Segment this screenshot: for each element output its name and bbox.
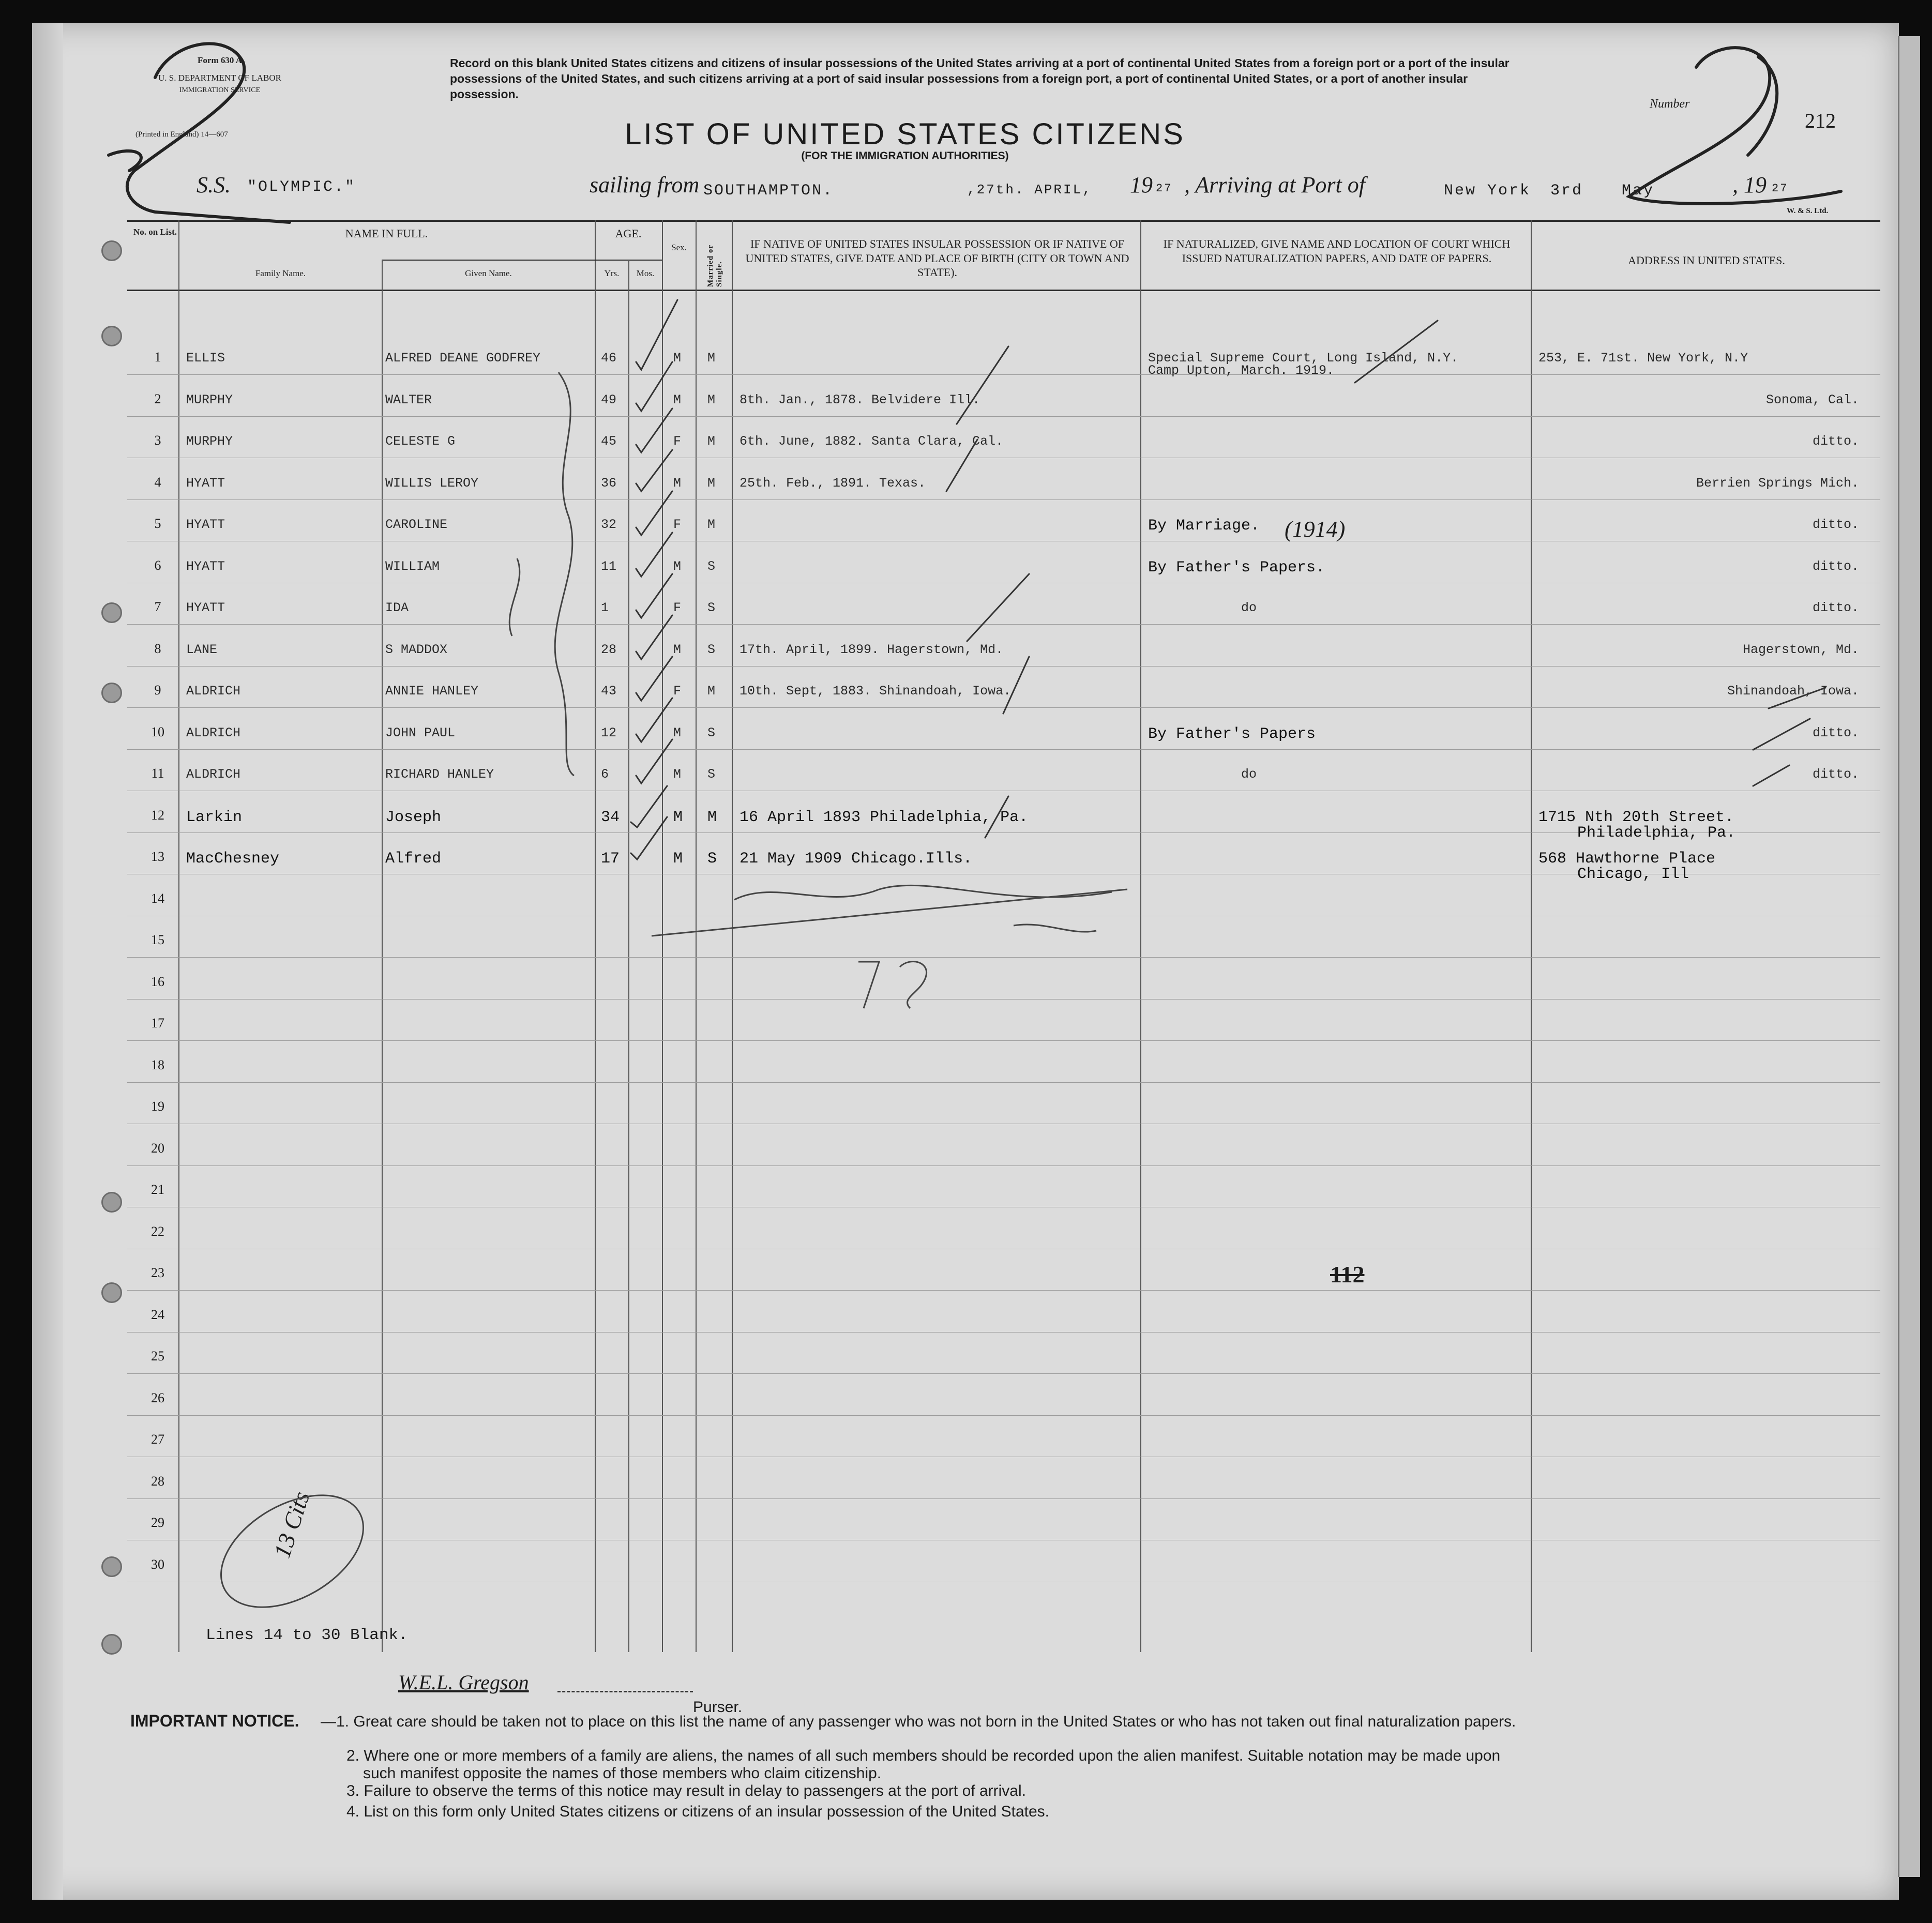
binding-hole bbox=[101, 240, 122, 261]
row-sex-cell: M bbox=[673, 642, 682, 657]
row-ms-cell: M bbox=[707, 684, 716, 699]
page-title: LIST OF UNITED STATES CITIZENS bbox=[625, 117, 1185, 151]
row-addr-cell: Shinandoah, Iowa. bbox=[1727, 684, 1859, 699]
port-from: SOUTHAMPTON. bbox=[703, 182, 834, 200]
col-age: AGE. bbox=[615, 227, 642, 240]
row-family-cell: ALDRICH bbox=[186, 684, 241, 699]
row-sex-cell: M bbox=[673, 392, 682, 407]
manifest-sheet bbox=[32, 23, 1899, 1900]
column-divider bbox=[628, 261, 629, 1652]
row-number: 6 bbox=[154, 557, 161, 573]
row-rule bbox=[127, 1332, 1880, 1333]
arrive-day: 3rd bbox=[1550, 182, 1583, 200]
row-given-cell: Alfred bbox=[385, 850, 442, 868]
row-number: 26 bbox=[151, 1390, 164, 1405]
marriage-year: (1914) bbox=[1285, 517, 1346, 542]
arrive-month: May bbox=[1622, 182, 1655, 200]
col-yrs: Yrs. bbox=[604, 268, 620, 278]
row-ms-cell: M bbox=[707, 434, 716, 449]
row-given-cell: WALTER bbox=[385, 392, 432, 407]
row-birth-cell: 16 April 1893 Philadelphia, Pa. bbox=[739, 808, 1029, 826]
row-sex-cell: M bbox=[673, 850, 683, 868]
col-address: ADDRESS IN UNITED STATES. bbox=[1628, 254, 1785, 267]
row-addr-cell: 1715 Nth 20th Street. bbox=[1538, 808, 1734, 826]
row-nat-cell: Special Supreme Court, Long Island, N.Y. bbox=[1148, 351, 1459, 366]
binding-hole bbox=[101, 683, 122, 703]
row-number: 27 bbox=[151, 1432, 164, 1447]
notice-item-1: —1. Great care should be taken not to place on this list the name of any passenger who was not born in the United States or who has not taken out final naturalization papers. bbox=[321, 1713, 1516, 1730]
purser-signature: W.E.L. Gregson bbox=[398, 1671, 529, 1694]
row-given-cell: ANNIE HANLEY bbox=[385, 684, 479, 699]
binding-hole bbox=[101, 602, 122, 623]
row-number: 24 bbox=[151, 1307, 164, 1322]
row-given-cell: CELESTE G bbox=[385, 434, 456, 449]
depart-year-prefix: 19 bbox=[1130, 172, 1153, 198]
col-family-name: Family Name. bbox=[255, 268, 306, 278]
row-rule bbox=[127, 1373, 1880, 1374]
column-divider bbox=[1531, 220, 1532, 1652]
column-divider bbox=[1140, 220, 1141, 1652]
row-rule bbox=[127, 999, 1880, 1000]
row-birth-cell: 10th. Sept, 1883. Shinandoah, Iowa. bbox=[739, 684, 1012, 699]
row-addr-cell: Hagerstown, Md. bbox=[1742, 642, 1859, 657]
col-sex: Sex. bbox=[671, 243, 687, 252]
circled-count: 13 Cits bbox=[268, 1488, 315, 1561]
col-naturalized: IF NATURALIZED, GIVE NAME AND LOCATION OF COURT WHICH ISSUED NATURALIZATION PAPERS, AND DATE OF PAPERS. bbox=[1163, 237, 1511, 265]
purser-signature-line bbox=[557, 1691, 693, 1692]
column-divider bbox=[382, 261, 383, 1652]
row-number: 10 bbox=[151, 724, 164, 739]
row-yrs-cell: 34 bbox=[601, 808, 620, 826]
arrive-year-suffix: 27 bbox=[1772, 182, 1789, 195]
row-yrs-cell: 43 bbox=[601, 684, 617, 699]
row-number: 7 bbox=[154, 599, 161, 614]
row-sex-cell: M bbox=[673, 558, 682, 574]
row-sex-cell: M bbox=[673, 725, 682, 740]
page-edge bbox=[1898, 36, 1920, 1877]
row-rule bbox=[127, 1498, 1880, 1499]
binding-hole bbox=[101, 1192, 122, 1213]
row-sex-cell: M bbox=[673, 767, 682, 782]
row-family-cell: HYATT bbox=[186, 600, 225, 615]
row-addr2-cell: Philadelphia, Pa. bbox=[1577, 824, 1736, 842]
row-addr-cell: ditto. bbox=[1812, 767, 1859, 782]
binding-hole bbox=[101, 1556, 122, 1577]
row-number: 12 bbox=[151, 807, 164, 823]
row-number: 2 bbox=[154, 391, 161, 406]
row-rule bbox=[127, 499, 1880, 500]
row-sex-cell: F bbox=[673, 517, 682, 532]
col-mos: Mos. bbox=[636, 268, 655, 278]
column-divider bbox=[662, 220, 663, 1652]
row-ms-cell: S bbox=[707, 642, 716, 657]
row-addr-cell: 253, E. 71st. New York, N.Y bbox=[1538, 351, 1748, 366]
row-family-cell: HYATT bbox=[186, 558, 225, 574]
row-family-cell: ELLIS bbox=[186, 351, 225, 366]
row-number: 3 bbox=[154, 433, 161, 448]
row-addr-cell: ditto. bbox=[1812, 725, 1859, 740]
row-ms-cell: S bbox=[707, 725, 716, 740]
row-rule bbox=[127, 1290, 1880, 1291]
row-addr-cell: Berrien Springs Mich. bbox=[1696, 475, 1859, 491]
row-family-cell: MURPHY bbox=[186, 392, 233, 407]
row-sex-cell: F bbox=[673, 600, 682, 615]
row-nat-cell: do bbox=[1241, 767, 1257, 782]
row-family-cell: MacChesney bbox=[186, 850, 280, 868]
row-addr-cell: Sonoma, Cal. bbox=[1765, 392, 1859, 407]
row-addr-cell: ditto. bbox=[1812, 558, 1859, 574]
row-ms-cell: M bbox=[707, 392, 716, 407]
notice-item-2: 2. Where one or more members of a family are aliens, the names of all such members should be recorded upon the alien manifest. Suitable notation may be made upon bbox=[346, 1747, 1501, 1764]
table-top-rule bbox=[127, 220, 1880, 222]
printed-note: (Printed in England) 14—607 bbox=[135, 130, 228, 139]
row-number: 16 bbox=[151, 974, 164, 989]
row-ms-cell: S bbox=[707, 558, 716, 574]
arriving-label: , Arriving at Port of bbox=[1184, 172, 1365, 198]
binding-hole bbox=[101, 326, 122, 346]
row-ms-cell: S bbox=[707, 850, 717, 868]
row-rule bbox=[127, 707, 1880, 708]
binding-hole bbox=[101, 1282, 122, 1303]
row-family-cell: HYATT bbox=[186, 517, 225, 532]
service: IMMIGRATION SERVICE bbox=[179, 86, 261, 94]
row-family-cell: ALDRICH bbox=[186, 767, 241, 782]
row-sex-cell: F bbox=[673, 684, 682, 699]
sailing-from-label: sailing from bbox=[590, 172, 700, 198]
row-birth-cell: 17th. April, 1899. Hagerstown, Md. bbox=[739, 642, 1004, 657]
row-number: 5 bbox=[154, 516, 161, 531]
notice-item-3: 3. Failure to observe the terms of this notice may result in delay to passengers at the port of arrival. bbox=[346, 1782, 1026, 1799]
depart-day: ,27th. APRIL, bbox=[967, 182, 1092, 198]
row-given-cell: CAROLINE bbox=[385, 517, 448, 532]
row-nat-cell: do bbox=[1241, 600, 1257, 615]
row-ms-cell: S bbox=[707, 767, 716, 782]
row-rule bbox=[127, 749, 1880, 750]
row-birth-cell: 21 May 1909 Chicago.Ills. bbox=[739, 850, 973, 868]
row-given-cell: Joseph bbox=[385, 808, 442, 826]
column-divider bbox=[696, 220, 697, 1652]
number-label: Number bbox=[1650, 97, 1690, 111]
row-rule bbox=[127, 374, 1880, 375]
row-given-cell: IDA bbox=[385, 600, 409, 615]
row-number: 17 bbox=[151, 1016, 164, 1031]
row-yrs-cell: 17 bbox=[601, 850, 620, 868]
row-number: 29 bbox=[151, 1515, 164, 1530]
row-ms-cell: S bbox=[707, 600, 716, 615]
notice-item-4: 4. List on this form only United States citizens or citizens of an insular possession of the United States. bbox=[346, 1803, 1050, 1820]
row-family-cell: ALDRICH bbox=[186, 725, 241, 740]
row-number: 19 bbox=[151, 1099, 164, 1114]
row-number: 8 bbox=[154, 641, 161, 656]
row-given-cell: WILLIS LEROY bbox=[385, 475, 479, 491]
col-birth: IF NATIVE OF UNITED STATES INSULAR POSSESSION OR IF NATIVE OF UNITED STATES, GIVE DATE AND PLACE OF BIRTH (CITY OR TOWN AND STATE). bbox=[745, 237, 1129, 279]
row-number: 14 bbox=[151, 890, 164, 906]
row-number: 21 bbox=[151, 1182, 164, 1197]
row-yrs-cell: 28 bbox=[601, 642, 617, 657]
row-family-cell: HYATT bbox=[186, 475, 225, 491]
ship-name: "OLYMPIC." bbox=[247, 178, 356, 196]
row-number: 20 bbox=[151, 1140, 164, 1156]
ship-prefix: S.S. bbox=[197, 172, 231, 198]
row-yrs-cell: 6 bbox=[601, 767, 609, 782]
row-birth-cell: 8th. Jan., 1878. Belvidere Ill. bbox=[739, 392, 980, 407]
notice-heading: IMPORTANT NOTICE. bbox=[130, 1712, 299, 1730]
row-sex-cell: M bbox=[673, 475, 682, 491]
purser-label: Purser. bbox=[693, 1699, 743, 1716]
col-no: No. on List. bbox=[133, 227, 177, 237]
row-rule bbox=[127, 1165, 1880, 1166]
page-subtitle: (FOR THE IMMIGRATION AUTHORITIES) bbox=[801, 150, 1009, 162]
col-married-single: Married or Single. bbox=[706, 245, 723, 287]
column-divider bbox=[595, 220, 596, 1652]
column-divider bbox=[732, 220, 733, 1652]
row-number: 28 bbox=[151, 1473, 164, 1489]
notice-item-2b: such manifest opposite the names of those members who claim citizenship. bbox=[363, 1765, 882, 1782]
row-ms-cell: M bbox=[707, 475, 716, 491]
row-yrs-cell: 49 bbox=[601, 392, 617, 407]
row-ms-cell: M bbox=[707, 517, 716, 532]
row-nat-cell: By Father's Papers bbox=[1148, 725, 1316, 743]
row-given-cell: ALFRED DEANE GODFREY bbox=[385, 351, 541, 366]
row-sex-cell: M bbox=[673, 808, 683, 826]
row-number: 15 bbox=[151, 932, 164, 947]
row-rule bbox=[127, 666, 1880, 667]
row-ms-cell: M bbox=[707, 808, 717, 826]
row-addr-cell: ditto. bbox=[1812, 600, 1859, 615]
row-given-cell: S MADDOX bbox=[385, 642, 448, 657]
row-addr-cell: ditto. bbox=[1812, 434, 1859, 449]
depart-year-suffix: 27 bbox=[1156, 182, 1173, 195]
row-number: 1 bbox=[154, 350, 161, 365]
row-rule bbox=[127, 624, 1880, 625]
row-nat-cell: By Marriage. bbox=[1148, 517, 1260, 535]
row-number: 13 bbox=[151, 849, 164, 864]
arrive-year-prefix: , 19 bbox=[1732, 172, 1767, 198]
row-yrs-cell: 1 bbox=[601, 600, 609, 615]
row-nat-cell: By Father's Papers. bbox=[1148, 558, 1325, 577]
row-ms-cell: M bbox=[707, 351, 716, 366]
col-name-in-full: NAME IN FULL. bbox=[345, 227, 428, 240]
subheader-rule bbox=[595, 260, 662, 261]
row-yrs-cell: 36 bbox=[601, 475, 617, 491]
row-addr-cell: ditto. bbox=[1812, 517, 1859, 532]
row-yrs-cell: 46 bbox=[601, 351, 617, 366]
number-value: 212 bbox=[1805, 109, 1836, 132]
row-family-cell: MURPHY bbox=[186, 434, 233, 449]
row-nat2-cell: Camp Upton, March. 1919. bbox=[1148, 363, 1335, 378]
row-rule bbox=[127, 1082, 1880, 1083]
department: U. S. DEPARTMENT OF LABOR bbox=[158, 73, 281, 83]
port-to: New York bbox=[1444, 182, 1531, 200]
row-family-cell: LANE bbox=[186, 642, 218, 657]
row-given-cell: WILLIAM bbox=[385, 558, 440, 574]
row-rule bbox=[127, 1415, 1880, 1416]
row-number: 25 bbox=[151, 1349, 164, 1364]
row-yrs-cell: 12 bbox=[601, 725, 617, 740]
row-number: 30 bbox=[151, 1556, 164, 1572]
row-addr-cell: 568 Hawthorne Place bbox=[1538, 850, 1716, 868]
blank-lines-note: Lines 14 to 30 Blank. bbox=[206, 1626, 408, 1644]
form-number: Form 630 A bbox=[198, 55, 242, 65]
row-family-cell: Larkin bbox=[186, 808, 243, 826]
row-number: 22 bbox=[151, 1223, 164, 1239]
row-number: 23 bbox=[151, 1265, 164, 1280]
binding-hole bbox=[101, 1634, 122, 1655]
binding-strip bbox=[32, 23, 63, 1900]
row-birth-cell: 6th. June, 1882. Santa Clara, Cal. bbox=[739, 434, 1004, 449]
row-yrs-cell: 32 bbox=[601, 517, 617, 532]
row-birth-cell: 25th. Feb., 1891. Texas. bbox=[739, 475, 926, 491]
row-rule bbox=[127, 416, 1880, 417]
row-rule bbox=[127, 1040, 1880, 1041]
row-given-cell: RICHARD HANLEY bbox=[385, 767, 494, 782]
table-header-rule bbox=[127, 290, 1880, 291]
stamp-number: 112 bbox=[1330, 1261, 1365, 1288]
row-rule bbox=[127, 957, 1880, 958]
col-given-name: Given Name. bbox=[465, 268, 512, 278]
record-instructions: Record on this blank United States citizens and citizens of insular possessions of the United States arriving at a port of continental United States from a foreign port or a port of the insular possessions of the United States, and such citizens arriving at a port of said insular possessions from a foreign port, a port of continental United States, or a port of another insular possession. bbox=[450, 56, 1510, 101]
row-number: 18 bbox=[151, 1057, 164, 1072]
row-yrs-cell: 11 bbox=[601, 558, 617, 574]
row-addr2-cell: Chicago, Ill bbox=[1577, 866, 1689, 883]
row-sex-cell: M bbox=[673, 351, 682, 366]
row-number: 4 bbox=[154, 474, 161, 490]
row-number: 11 bbox=[151, 766, 164, 781]
row-given-cell: JOHN PAUL bbox=[385, 725, 456, 740]
printer-tag: W. & S. Ltd. bbox=[1787, 207, 1829, 215]
row-number: 9 bbox=[154, 683, 161, 698]
row-sex-cell: F bbox=[673, 434, 682, 449]
row-yrs-cell: 45 bbox=[601, 434, 617, 449]
